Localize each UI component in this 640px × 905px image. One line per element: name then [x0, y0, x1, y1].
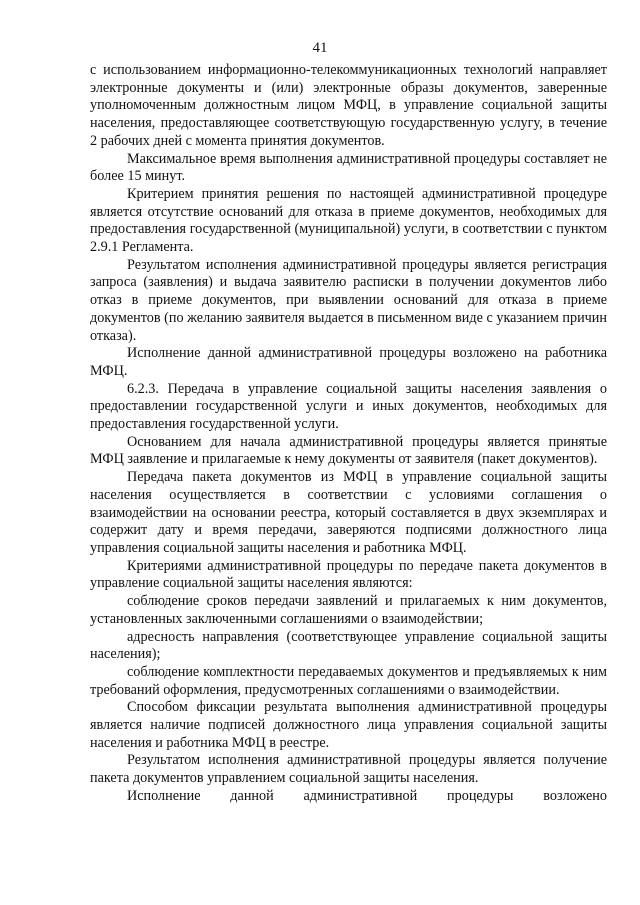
list-item: соблюдение сроков передачи заявлений и прилагаемых к ним документов, установленных заключенными соглашениями о взаимодействии;	[90, 593, 607, 627]
paragraph: Результатом исполнения административной процедуры является получение пакета документов управлением социальной защиты населения.	[90, 752, 607, 787]
paragraph: Способом фиксации результата выполнения административной процедуры является наличие подписей должностного лица управления социальной защиты населения и работника МФЦ в реестре.	[90, 699, 607, 751]
paragraph: Результатом исполнения административной процедуры является регистрация запроса (заявления) и выдача заявителю расписки в получении документов либо отказ в приеме документов, при выявлении оснований для отказа в приеме документов (по желанию заявителя выдается в письменном виде с указанием причин отказа).	[90, 256, 607, 344]
paragraph: Критерием принятия решения по настоящей административной процедуре является отсутствие оснований для отказа в приеме документов, необходимых для предоставления государственной (муниципальной) услуги, в соответствии с пунктом 2.9.1 Регламента.	[90, 185, 607, 256]
paragraph: Исполнение данной административной процедуры возложено на работника МФЦ.	[90, 345, 607, 379]
paragraph: Исполнение данной административной процедуры возложено	[127, 787, 607, 804]
body-text	[90, 62, 607, 806]
paragraph: Критериями административной процедуры по передаче пакета документов в управление социальной защиты населения являются:	[90, 557, 607, 592]
section-heading-paragraph: 6.2.3. Передача в управление социальной защиты населения заявления о предоставлении государственной услуги и иных документов, необходимых для предоставления государственной услуги.	[90, 380, 607, 433]
list-item: адресность направления (соответствующее управление социальной защиты населения);	[90, 628, 607, 663]
paragraph: Передача пакета документов из МФЦ в управление социальной защиты населения осуществляется в соответствии с условиями соглашения о взаимодействии на основании реестра, который составляется в двух экземплярах и содержит дату и время передачи, заверяются подписями должностного лица управления социальной защиты населения и работника МФЦ.	[90, 469, 607, 556]
list-item: соблюдение комплектности передаваемых документов и предъявляемых к ним требований оформления, предусмотренных соглашениями о взаимодействии.	[90, 663, 607, 698]
paragraph: Максимальное время выполнения административной процедуры составляет не более 15 минут.	[90, 150, 607, 185]
page-number: 41	[312, 40, 328, 56]
paragraph: с использованием информационно-телекоммуникационных технологий направляет электронные документы и (или) электронные образы документов, заверенные уполномоченным должностным лицом МФЦ, в управление социальной защиты населения, предоставляющее соответствующую государственную услугу, в течение 2 рабочих дней с момента принятия документов.	[90, 62, 607, 149]
paragraph: Основанием для начала административной процедуры является принятые МФЦ заявление и прилагаемые к нему документы от заявителя (пакет документов).	[90, 433, 607, 468]
